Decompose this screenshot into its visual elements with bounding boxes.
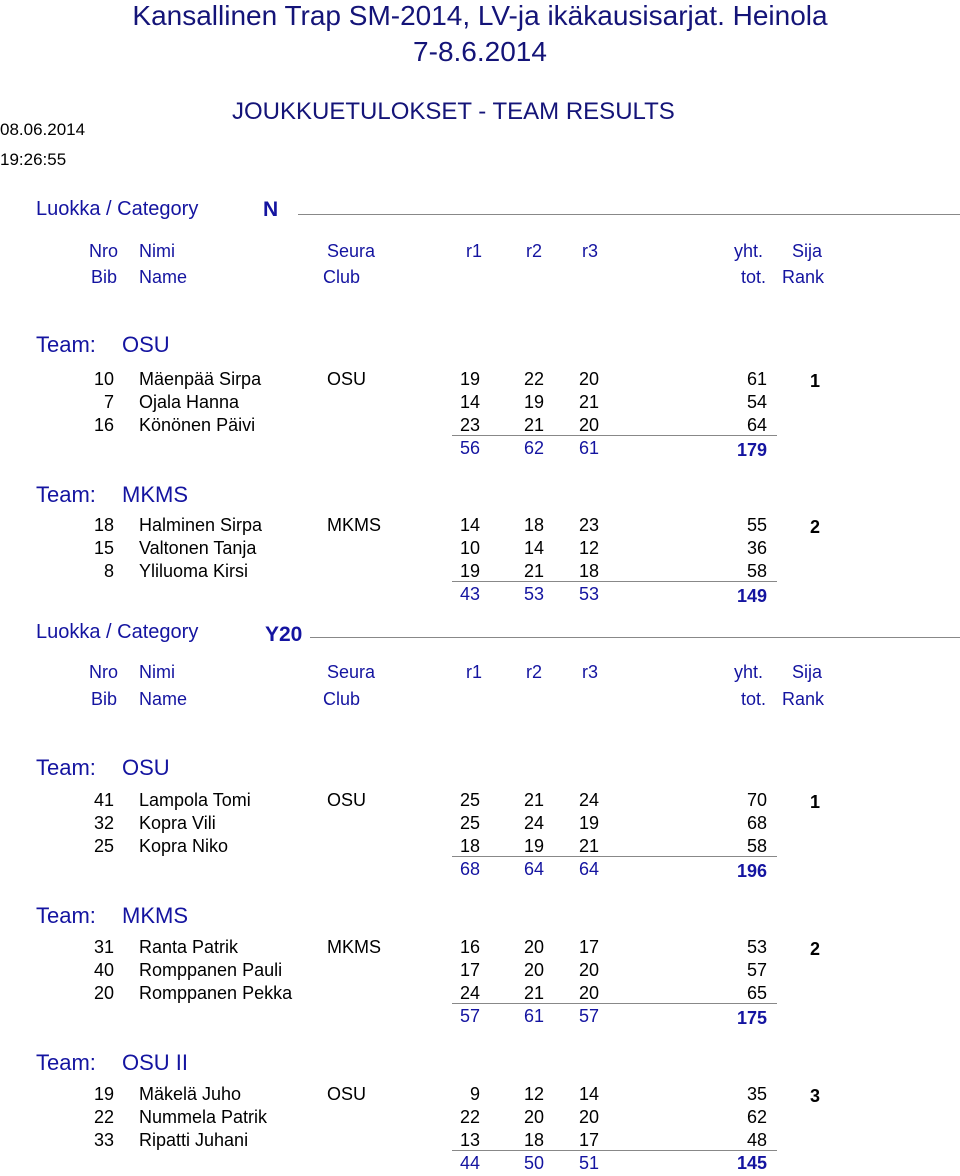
r2-cell: 12: [523, 1084, 544, 1104]
category-label: Luokka / Category: [36, 198, 199, 220]
team-name: OSU II: [122, 1050, 189, 1075]
team-prefix: Team:: [36, 903, 96, 928]
header-nimi: Nimi: [139, 662, 175, 682]
r1-cell: 23: [459, 415, 480, 435]
category-value: N: [263, 198, 279, 221]
total-cell: 48: [746, 1130, 767, 1150]
r2-cell: 21: [523, 415, 544, 435]
total-cell: 70: [746, 790, 767, 810]
team-prefix: Team:: [36, 482, 96, 507]
r1-cell: 14: [459, 515, 480, 535]
bib-cell: 18: [93, 515, 114, 535]
total-cell: 53: [746, 937, 767, 957]
r3-cell: 23: [578, 515, 599, 535]
category-value: Y20: [265, 623, 303, 646]
r2-cell: 20: [523, 1107, 544, 1127]
bib-cell: 20: [93, 983, 114, 1003]
r3-cell: 20: [578, 415, 599, 435]
bib-cell: 33: [93, 1130, 114, 1150]
r3-cell: 19: [578, 813, 599, 833]
header-nimi: Nimi: [139, 241, 175, 261]
r1-cell: 25: [459, 813, 480, 833]
bib-cell: 10: [93, 369, 114, 389]
name-cell: Yliluoma Kirsi: [139, 561, 249, 581]
r3-cell: 21: [578, 392, 599, 412]
category-divider: [298, 214, 960, 215]
total-cell: 68: [746, 813, 767, 833]
header-sija: Sija: [792, 662, 823, 682]
r2-sum: 50: [523, 1153, 544, 1173]
r3-cell: 20: [578, 369, 599, 389]
r2-sum: 64: [523, 859, 544, 879]
sum-divider: [452, 1150, 777, 1151]
header-seura: Seura: [327, 662, 376, 682]
r1-cell: 18: [459, 836, 480, 856]
r1-sum: 57: [459, 1006, 480, 1026]
team-total: 179: [736, 440, 767, 460]
team-name: OSU: [122, 332, 170, 357]
total-cell: 61: [746, 369, 767, 389]
r1-sum: 68: [459, 859, 480, 879]
name-cell: Nummela Patrik: [139, 1107, 268, 1127]
r2-cell: 21: [523, 790, 544, 810]
r3-cell: 12: [578, 538, 599, 558]
team-name: MKMS: [122, 482, 188, 507]
bib-cell: 7: [103, 392, 114, 412]
header-yht: yht.: [734, 241, 764, 261]
r1-sum: 56: [459, 438, 480, 458]
header-r1: r1: [466, 241, 483, 261]
r3-sum: 64: [578, 859, 599, 879]
r3-sum: 51: [578, 1153, 599, 1173]
header-name: Name: [139, 267, 188, 287]
club-cell: OSU: [327, 369, 367, 389]
r3-cell: 17: [578, 937, 599, 957]
r1-cell: 24: [459, 983, 480, 1003]
r2-cell: 14: [523, 538, 544, 558]
sum-divider: [452, 856, 777, 857]
r3-cell: 24: [578, 790, 599, 810]
r1-cell: 13: [459, 1130, 480, 1150]
team-prefix: Team:: [36, 1050, 96, 1075]
r3-sum: 53: [578, 584, 599, 604]
name-cell: Kopra Niko: [139, 836, 229, 856]
r1-cell: 16: [459, 937, 480, 957]
name-cell: Mäenpää Sirpa: [139, 369, 262, 389]
r1-cell: 14: [459, 392, 480, 412]
r2-sum: 53: [523, 584, 544, 604]
bib-cell: 40: [93, 960, 114, 980]
r3-cell: 20: [578, 983, 599, 1003]
sum-divider: [452, 581, 777, 582]
header-r3: r3: [582, 662, 599, 682]
bib-cell: 22: [93, 1107, 114, 1127]
header-club: Club: [323, 267, 361, 287]
name-cell: Könönen Päivi: [139, 415, 256, 435]
r2-cell: 24: [523, 813, 544, 833]
r1-cell: 19: [459, 369, 480, 389]
r2-sum: 61: [523, 1006, 544, 1026]
total-cell: 36: [746, 538, 767, 558]
header-bib: Bib: [91, 689, 118, 709]
header-tot: tot.: [741, 267, 767, 287]
category-label: Luokka / Category: [36, 621, 199, 643]
team-prefix: Team:: [36, 332, 96, 357]
total-cell: 58: [746, 836, 767, 856]
name-cell: Kopra Vili: [139, 813, 216, 833]
header-nro: Nro: [89, 662, 119, 682]
page-title: Kansallinen Trap SM-2014, LV-ja ikäkausisarjat. Heinola: [132, 0, 828, 31]
sum-divider: [452, 1003, 777, 1004]
name-cell: Ranta Patrik: [139, 937, 239, 957]
bib-cell: 32: [93, 813, 114, 833]
total-cell: 62: [746, 1107, 767, 1127]
total-cell: 64: [746, 415, 767, 435]
bib-cell: 8: [103, 561, 114, 581]
total-cell: 55: [746, 515, 767, 535]
name-cell: Romppanen Pekka: [139, 983, 293, 1003]
r3-cell: 20: [578, 960, 599, 980]
r3-cell: 20: [578, 1107, 599, 1127]
r3-cell: 21: [578, 836, 599, 856]
rank-cell: 1: [810, 371, 821, 391]
name-cell: Halminen Sirpa: [139, 515, 263, 535]
team-total: 145: [736, 1153, 767, 1173]
print-date: 08.06.2014: [0, 120, 86, 139]
r1-cell: 10: [459, 538, 480, 558]
header-sija: Sija: [792, 241, 823, 261]
name-cell: Ripatti Juhani: [139, 1130, 249, 1150]
r2-cell: 21: [523, 561, 544, 581]
bib-cell: 16: [93, 415, 114, 435]
total-cell: 58: [746, 561, 767, 581]
r2-cell: 18: [523, 1130, 544, 1150]
r2-cell: 21: [523, 983, 544, 1003]
rank-cell: 2: [810, 517, 821, 537]
print-time: 19:26:55: [0, 150, 67, 169]
sum-divider: [452, 435, 777, 436]
total-cell: 65: [746, 983, 767, 1003]
r1-sum: 44: [459, 1153, 480, 1173]
header-r2: r2: [526, 241, 543, 261]
rank-cell: 2: [810, 939, 821, 959]
header-name: Name: [139, 689, 188, 709]
page-subtitle: JOUKKUETULOKSET - TEAM RESULTS: [232, 98, 675, 125]
r3-sum: 57: [578, 1006, 599, 1026]
bib-cell: 15: [93, 538, 114, 558]
r1-cell: 19: [459, 561, 480, 581]
header-r1: r1: [466, 662, 483, 682]
name-cell: Valtonen Tanja: [139, 538, 257, 558]
bib-cell: 31: [93, 937, 114, 957]
r2-cell: 20: [523, 960, 544, 980]
team-name: MKMS: [122, 903, 188, 928]
club-cell: MKMS: [327, 937, 381, 957]
header-tot: tot.: [741, 689, 767, 709]
total-cell: 35: [746, 1084, 767, 1104]
r1-sum: 43: [459, 584, 480, 604]
header-yht: yht.: [734, 662, 764, 682]
r1-cell: 9: [469, 1084, 480, 1104]
team-name: OSU: [122, 755, 170, 780]
club-cell: OSU: [327, 790, 367, 810]
r2-sum: 62: [523, 438, 544, 458]
r3-cell: 18: [578, 561, 599, 581]
header-rank: Rank: [782, 689, 825, 709]
rank-cell: 3: [810, 1086, 821, 1106]
team-prefix: Team:: [36, 755, 96, 780]
page-title-dates: 7-8.6.2014: [413, 36, 547, 67]
category-divider: [310, 637, 960, 638]
bib-cell: 41: [93, 790, 114, 810]
r3-cell: 14: [578, 1084, 599, 1104]
club-cell: OSU: [327, 1084, 367, 1104]
bib-cell: 25: [93, 836, 114, 856]
r1-cell: 22: [459, 1107, 480, 1127]
name-cell: Lampola Tomi: [139, 790, 251, 810]
header-bib: Bib: [91, 267, 118, 287]
rank-cell: 1: [810, 792, 821, 812]
team-total: 175: [736, 1008, 767, 1028]
r2-cell: 19: [523, 392, 544, 412]
total-cell: 57: [746, 960, 767, 980]
name-cell: Mäkelä Juho: [139, 1084, 242, 1104]
header-seura: Seura: [327, 241, 376, 261]
r3-sum: 61: [578, 438, 599, 458]
r2-cell: 19: [523, 836, 544, 856]
team-total: 196: [736, 861, 767, 881]
r1-cell: 17: [459, 960, 480, 980]
r2-cell: 18: [523, 515, 544, 535]
header-nro: Nro: [89, 241, 119, 261]
r2-cell: 22: [523, 369, 544, 389]
r2-cell: 20: [523, 937, 544, 957]
total-cell: 54: [746, 392, 767, 412]
header-rank: Rank: [782, 267, 825, 287]
bib-cell: 19: [93, 1084, 114, 1104]
name-cell: Ojala Hanna: [139, 392, 240, 412]
header-r2: r2: [526, 662, 543, 682]
r3-cell: 17: [578, 1130, 599, 1150]
club-cell: MKMS: [327, 515, 381, 535]
header-r3: r3: [582, 241, 599, 261]
r1-cell: 25: [459, 790, 480, 810]
team-total: 149: [736, 586, 767, 606]
header-club: Club: [323, 689, 361, 709]
name-cell: Romppanen Pauli: [139, 960, 283, 980]
